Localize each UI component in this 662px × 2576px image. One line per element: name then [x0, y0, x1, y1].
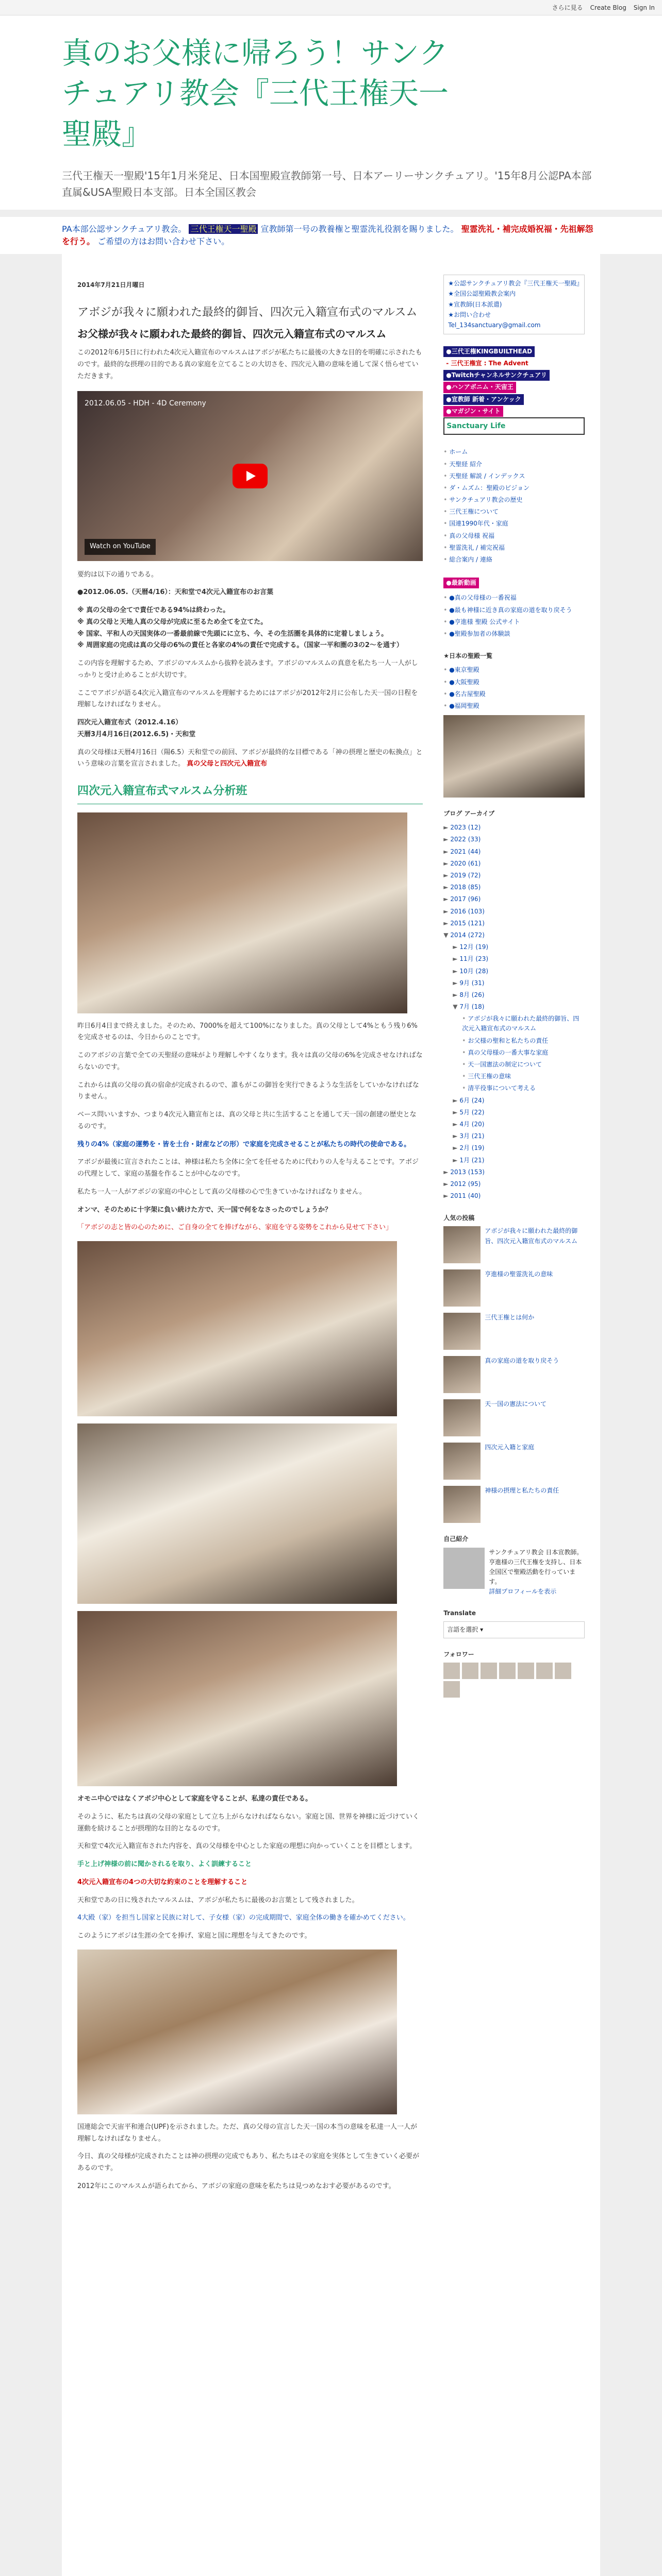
summary-line: ※ 周囲家庭の完成は真の父母の6%の責任と各家の4%の責任で完成する。（国家一平和圏の3の2〜を通す） [77, 641, 403, 650]
section-ref-line: 天暦3月4月16日(2012.6.5)・天和堂 [77, 730, 196, 738]
archive-post[interactable]: • アボジが我々に願われた最終的御旨、四次元入籍宣布式のマルスム [443, 1013, 585, 1035]
twitch-badge[interactable]: ●Twitchチャンネルサンクチュアリ [443, 370, 550, 381]
ticker-part1[interactable]: PA本部公認サンクチュアリ教会。 [62, 224, 187, 234]
sanctuary-life-box[interactable]: Sanctuary Life [443, 417, 585, 435]
language-select[interactable] [443, 1621, 585, 1638]
archive-widget [443, 809, 585, 1202]
nav-item[interactable]: • 三代王権について [443, 506, 585, 518]
followers-title: フォロワー [443, 1650, 474, 1658]
blog-description: 三代王権天一聖殿'15年1月米発足、日本国聖殿宣教師第一号、日本アーリーサンクチュアリ。'15年8月公認PA本部直属&USA聖殿日本支部。日本全国区教会 [62, 169, 592, 198]
photo-ceremony [77, 812, 407, 1013]
popular-post-title[interactable]: アボジが我々に願われた最終的御旨、四次元入籍宣布式のマルスム [485, 1227, 578, 1245]
archive-year[interactable]: ► 2022 (33) [443, 834, 585, 845]
post-paragraph: これからは真の父母の真の宿命が完成されるので、誰もがこの御旨を実行できるような生活をしていかなければなりません。 [77, 1081, 419, 1101]
question-line: オンマ、そのために十字架に負い続けた方で、天一国で何をなさったのでしょうか？ [77, 1206, 332, 1214]
post-date: 2014年7月21日月曜日 [77, 281, 145, 289]
photo-family [77, 1950, 397, 2114]
blog-header [0, 15, 662, 210]
main-column [77, 275, 423, 2576]
follower-avatar[interactable] [555, 1663, 571, 1679]
archive-month[interactable]: ► 4月 (20) [443, 1118, 585, 1130]
magazine-badge[interactable]: ●マガジン・サイト [443, 406, 503, 417]
popular-post[interactable] [443, 1399, 585, 1436]
nav-item[interactable]: • ホーム [443, 446, 585, 458]
post-paragraph: ベース問いいますか、つまり4次元入籍宣布とは、真の父母と共に生活することを通して天一国の創建の歴史となるのです。 [77, 1111, 417, 1130]
popular-thumb[interactable] [443, 1269, 481, 1307]
top-links-widget [443, 275, 585, 334]
popular-thumb[interactable] [443, 1313, 481, 1350]
archive-month[interactable]: ► 6月 (24) [443, 1095, 585, 1107]
emphasis-red: 4次元入籍宣布の4つの大切な約束のことを理解すること [77, 1878, 248, 1886]
popular-widget [443, 1213, 585, 1523]
advent-badge[interactable]: - 三代王権宣 : The Advent [446, 360, 528, 367]
question-answer: 「アボジの志と皆の心のために、ご自身の全てを捧げながら、家庭を守る姿勢をこれから見せて下さい」 [77, 1224, 393, 1232]
nav-item[interactable]: • 天聖経 解説 / インデックス [443, 470, 585, 482]
archive-month[interactable]: ► 8月 (26) [443, 989, 585, 1001]
hyung-badge[interactable]: ●ハンアボニム・天宙王 [443, 382, 516, 393]
popular-thumb[interactable] [443, 1226, 481, 1263]
summary-line: ※ 国家、平和人の天国実体の一番最前線で先頭にに立ち、今、その生活圏を具体的に定着しましょう。 [77, 630, 388, 638]
post-subtitle: お父様が我々に願われた最終的御旨、四次元入籍宣布式のマルスム [77, 328, 387, 341]
nav-item[interactable]: • サンクチュアリ教会の歴史 [443, 494, 585, 506]
archive-post[interactable]: • お父様の聖和と私たちの責任 [443, 1035, 585, 1047]
nav-item[interactable]: • 真の父母様 祝福 [443, 530, 585, 542]
ticker-part2[interactable]: 宣教師第一号の教養権と聖霊洗礼役割を賜りました。 [260, 224, 459, 234]
blogger-navbar [0, 0, 662, 15]
popular-post[interactable] [443, 1443, 585, 1480]
translate-widget [443, 1608, 585, 1638]
post-intro: この2012年6月5日に行われた4次元入籍宣布のマルスムはアボジが私たちに最後の大きな目的を明確に示されたものです。最終的な摂理の目的である真の家庭を立てることの大切さを、四次元入籍の意味を通して深く悟らせていただきます。 [77, 349, 422, 380]
archive-month[interactable]: ► 5月 (22) [443, 1107, 585, 1118]
archive-year[interactable]: ► 2021 (44) [443, 846, 585, 858]
archive-year[interactable]: ► 2017 (96) [443, 893, 585, 905]
popular-post[interactable] [443, 1226, 585, 1263]
nav-item[interactable]: • 国連1990年代・家庭 [443, 518, 585, 530]
popular-post-title[interactable]: 神様の摂理と私たちの責任 [485, 1487, 559, 1495]
kingdom-badge[interactable]: ●三代王権KINGBUILTHEAD [443, 346, 535, 357]
archive-year[interactable]: ► 2012 (95) [443, 1178, 585, 1190]
sign-in-link[interactable]: Sign In [633, 4, 655, 11]
sidebar [443, 275, 585, 2576]
nav-item[interactable]: • 聖霊洗礼 / 補完祝福 [443, 542, 585, 554]
follower-avatar[interactable] [518, 1663, 534, 1679]
popular-post[interactable] [443, 1269, 585, 1307]
post-paragraph: そのように、私たちは真の父母の家庭として立ち上がらなければならない。家庭と国、世界を神様に近づけていく運動を続けることが摂理的な目的となるのです。 [77, 1812, 420, 1833]
followers-widget [443, 1650, 585, 1698]
popular-thumb[interactable] [443, 1399, 481, 1436]
emphasis-bold: オモニ中心ではなくアボジ中心として家庭を守ることが、私達の責任である。 [77, 1795, 312, 1803]
archive-month-open[interactable]: ▼ 7月 (18) [443, 1001, 585, 1013]
info-title: ★日本の聖殿一覧 [443, 652, 493, 660]
post-paragraph: 昨日6月4日まで終えました。そのため、7000%を超えて100%になりました。真の父母として4%ともう残り6%を完成させるのは、今日からのことです。 [77, 1022, 418, 1042]
badges-widget [443, 346, 585, 435]
info-list [443, 664, 585, 712]
profile-text: サンクチュアリ教会 日本宣教師。亨進様の三代王権を支持し、日本全国区で聖殿活動を行っています。 [489, 1548, 583, 1586]
avatar[interactable] [443, 1548, 485, 1589]
post-paragraph: 2012年にこのマルスムが語られてから、アボジの家庭の意味を私たちは見つめなおす必要があるのです。 [77, 2182, 395, 2190]
popular-thumb[interactable] [443, 1443, 481, 1480]
archive-year[interactable]: ► 2018 (85) [443, 882, 585, 893]
top-link[interactable]: ★宣教師(日本派遣) [448, 300, 502, 308]
info-item[interactable]: • ●名古屋聖殿 [443, 688, 585, 700]
post-paragraph: 国連総会で天宙平和連合(UPF)を示されました。ただ、真の父母の宣言した天一国の本当の意味を私達一人一人が理解しなければなりません。 [77, 2123, 417, 2143]
archive-year[interactable]: ► 2011 (40) [443, 1190, 585, 1202]
emphasis-blue: 残りの4%（家庭の運勢を・皆を土台・財産などの形）で家庭を完成させることが私たちの時代の使命である。 [77, 1140, 411, 1148]
follower-avatar[interactable] [499, 1663, 516, 1679]
top-link[interactable]: ★全国公認聖殿教会案内 [448, 290, 516, 298]
para3-red: 真の父母と四次元入籍宣布 [187, 760, 268, 768]
profile-link[interactable]: 詳細プロフィールを表示 [489, 1588, 557, 1596]
post-title[interactable]: アボジが我々に願われた最終的御旨、四次元入籍宣布式のマルスム [77, 306, 418, 319]
follower-avatar[interactable] [536, 1663, 553, 1679]
archive-month[interactable]: ► 10月 (28) [443, 965, 585, 977]
archive-year[interactable]: ► 2020 (61) [443, 858, 585, 870]
top-link[interactable]: ★お問い合わせ [448, 311, 491, 319]
nav-item[interactable]: • 総合案内 / 連絡 [443, 554, 585, 566]
news-item[interactable]: • ●真の父母様の一番祝福 [443, 592, 585, 604]
archive-title: ブログ アーカイブ [443, 810, 495, 818]
summary-list [77, 605, 423, 652]
nav-item[interactable]: • 天聖経 紹介 [443, 459, 585, 470]
popular-thumb[interactable] [443, 1486, 481, 1523]
archive-month[interactable]: ► 2月 (19) [443, 1142, 585, 1154]
summary-line: ※ 真の父母と天地人真の父母が完成に至るため全てを立てた。 [77, 618, 268, 626]
mission-badge[interactable]: ●宣教師 新着・アンケック [443, 394, 523, 405]
more-link[interactable]: さらに見る [552, 4, 583, 11]
sidebar-photo [443, 715, 585, 798]
popular-title: 人気の投稿 [443, 1214, 475, 1222]
post-paragraph: アボジが最後に宣言されたことは、神様は私たち全体に全てを任せるために代わりの人を与えることです。アボジの代理として、家庭の基盤を作ることが中心なのです。 [77, 1158, 419, 1178]
popular-post-title[interactable]: 三代王権とは何か [485, 1314, 535, 1321]
archive-year[interactable]: ► 2019 (72) [443, 870, 585, 882]
archive-post[interactable]: • 清平役事について考える [443, 1082, 585, 1094]
ticker-highlight[interactable]: 三代王権天一聖殿 [189, 224, 258, 234]
content-wrapper [62, 254, 600, 2576]
popular-thumb[interactable] [443, 1356, 481, 1393]
popular-post-title[interactable]: 真の家庭の道を取り戻そう [485, 1357, 559, 1365]
nav-item[interactable]: • ダ・ムズム：聖殿のビジョン [443, 482, 585, 494]
top-link[interactable]: ★公認サンクチュアリ教会『三代王権天一聖殿』 [448, 279, 583, 287]
popular-post-title[interactable]: 天一国の憲法について [485, 1400, 547, 1408]
nav-list [443, 446, 585, 566]
archive-list [443, 822, 585, 1202]
post-paragraph: このアボジの言葉で全ての天聖経の意味がより理解しやすくなります。我々は真の父母の6%を完成させなければならないのです。 [77, 1052, 423, 1071]
photo-living-room [77, 1423, 397, 1604]
follower-avatar[interactable] [443, 1681, 460, 1698]
news-title: ●最新動画 [443, 578, 478, 588]
archive-year[interactable]: ► 2023 (12) [443, 822, 585, 834]
video-title[interactable]: 2012.06.05 - HDH - 4D Ceremony [85, 399, 206, 408]
archive-post[interactable]: • 真の父母様の一番大事な家庭 [443, 1047, 585, 1059]
archive-month[interactable]: ► 9月 (31) [443, 977, 585, 989]
popular-post-title[interactable]: 四次元入籍と家庭 [485, 1444, 535, 1451]
archive-month[interactable]: ► 11月 (23) [443, 953, 585, 965]
post-paragraph: このようにアボジは生涯の全てを捧げ、家庭と国に理想を与えてきたのです。 [77, 1932, 311, 1940]
para3-text: 真の父母様は天暦4月16日（陽6.5）天和堂での前回、アボジが最終的な目標である「神の摂理と歴史の転換点」という意味の言葉を宣言されました。 [77, 748, 423, 768]
profile-title: 自己紹介 [443, 1535, 469, 1543]
follower-avatar[interactable] [462, 1663, 478, 1679]
section-reference [77, 717, 423, 741]
list-line: 4大殿（家）を担当し国家と民族に対して、子女様（家）の完成期間で、家庭全体の働きを確かめてください。 [77, 1914, 410, 1922]
ticker-part3[interactable]: ご希望の方はお問い合わせ下さい。 [97, 236, 230, 246]
archive-year-open[interactable]: ▼ 2014 (272) [443, 929, 585, 941]
nav-widget [443, 446, 585, 566]
archive-year[interactable]: ► 2015 (121) [443, 918, 585, 929]
summary-line: ※ 真の父母の全てで責任である94%は終わった。 [77, 606, 230, 615]
blog-title[interactable]: 真のお父様に帰ろう！サンクチュアリ教会『三代王権天一聖殿』 [62, 36, 449, 151]
follower-avatar[interactable] [481, 1663, 497, 1679]
post-paragraph: この内容を理解するため、アボジのマルスムから抜粋を読みます。アボジのマルスムの真意を私たち一人一人がしっかりと受け止めることが大切です。 [77, 659, 418, 679]
info-item[interactable]: • ●大阪聖殿 [443, 676, 585, 688]
analysis-heading: 四次元入籍宣布式マルスム分析班 [77, 782, 423, 804]
summary-title: ●2012.06.05.（天暦4/16）：天和堂で4次元入籍宣布のお言葉 [77, 588, 273, 597]
info-item[interactable]: • ●東京聖殿 [443, 664, 585, 676]
archive-month[interactable]: ► 3月 (21) [443, 1130, 585, 1142]
archive-year[interactable]: ► 2016 (103) [443, 906, 585, 918]
follower-avatar[interactable] [443, 1663, 460, 1679]
news-item[interactable]: • ●最も神様に近き真の家庭の道を取り戻そう [443, 604, 585, 616]
ticker-red[interactable]: 聖霊洗礼・補完成婚祝福・先祖解怨を行う。 [62, 224, 593, 246]
popular-post[interactable] [443, 1356, 585, 1393]
news-item[interactable]: • ●亨進様 聖殿 公式サイト [443, 616, 585, 628]
post-paragraph: 今日、真の父母様が完成されたことは神の摂理の完成でもあり、私たちはその家庭を実体として生きていく必要があるのです。 [77, 2153, 420, 2173]
announcement-banner [0, 217, 662, 254]
section-ref-line: 四次元入籍宣布式（2012.4.16） [77, 719, 183, 727]
emphasis-green: 手と上げ神様の前に聞かされるを取り、よく訓練すること [77, 1860, 252, 1869]
play-icon[interactable] [233, 464, 268, 488]
contact-email[interactable]: Tel_134sanctuary@gmail.com [448, 321, 541, 329]
create-blog-link[interactable]: Create Blog [590, 4, 626, 11]
post-paragraph: 天和堂で4次元入籍宣布された内容を、真の父母様を中心とした家庭の理想に向かっていくことを目標とします。 [77, 1842, 417, 1851]
archive-month[interactable]: ► 12月 (19) [443, 941, 585, 953]
archive-post[interactable]: • 天一国憲法の制定について [443, 1059, 585, 1071]
news-list [443, 592, 585, 640]
post-lead: 要約は以下の通りである。 [77, 570, 158, 579]
archive-year[interactable]: ► 2013 (153) [443, 1166, 585, 1178]
info-item[interactable]: • ●福岡聖殿 [443, 700, 585, 712]
photo-hands [77, 1241, 397, 1416]
news-widget [443, 577, 585, 640]
profile-widget [443, 1534, 585, 1597]
post-paragraph: 私たち一人一人がアボジの家庭の中心として真の父母様の心で生きていかなければなりません。 [77, 1188, 366, 1196]
youtube-embed[interactable] [77, 391, 423, 561]
top-links-box [443, 275, 585, 334]
popular-post-title[interactable]: 亨進様の聖霊洗礼の意味 [485, 1270, 553, 1278]
info-widget [443, 651, 585, 798]
archive-month[interactable]: ► 1月 (21) [443, 1155, 585, 1166]
news-item[interactable]: • ●聖殿参加者の体験談 [443, 628, 585, 640]
post-paragraph [77, 747, 423, 771]
language-select-label: 言語を選択 [447, 1625, 478, 1633]
archive-post[interactable]: • 三代王権の意味 [443, 1071, 585, 1082]
post-paragraph: 天和堂であの日に残されたマルスムは、アボジが私たちに最後のお言葉として残されました。 [77, 1896, 359, 1904]
followers-grid [443, 1663, 585, 1698]
chevron-down-icon: ▾ [480, 1625, 484, 1633]
popular-post[interactable] [443, 1313, 585, 1350]
photo-couple [77, 1611, 397, 1786]
post-paragraph: ここでアボジが語る4次元入籍宣布のマルスムを理解するためにはアボジが2012年2月に公布した天一国の日程を理解しなければなりません。 [77, 689, 418, 709]
popular-post[interactable] [443, 1486, 585, 1523]
translate-title: Translate [443, 1609, 476, 1617]
watch-on-youtube-button[interactable]: Watch on YouTube [85, 539, 156, 555]
